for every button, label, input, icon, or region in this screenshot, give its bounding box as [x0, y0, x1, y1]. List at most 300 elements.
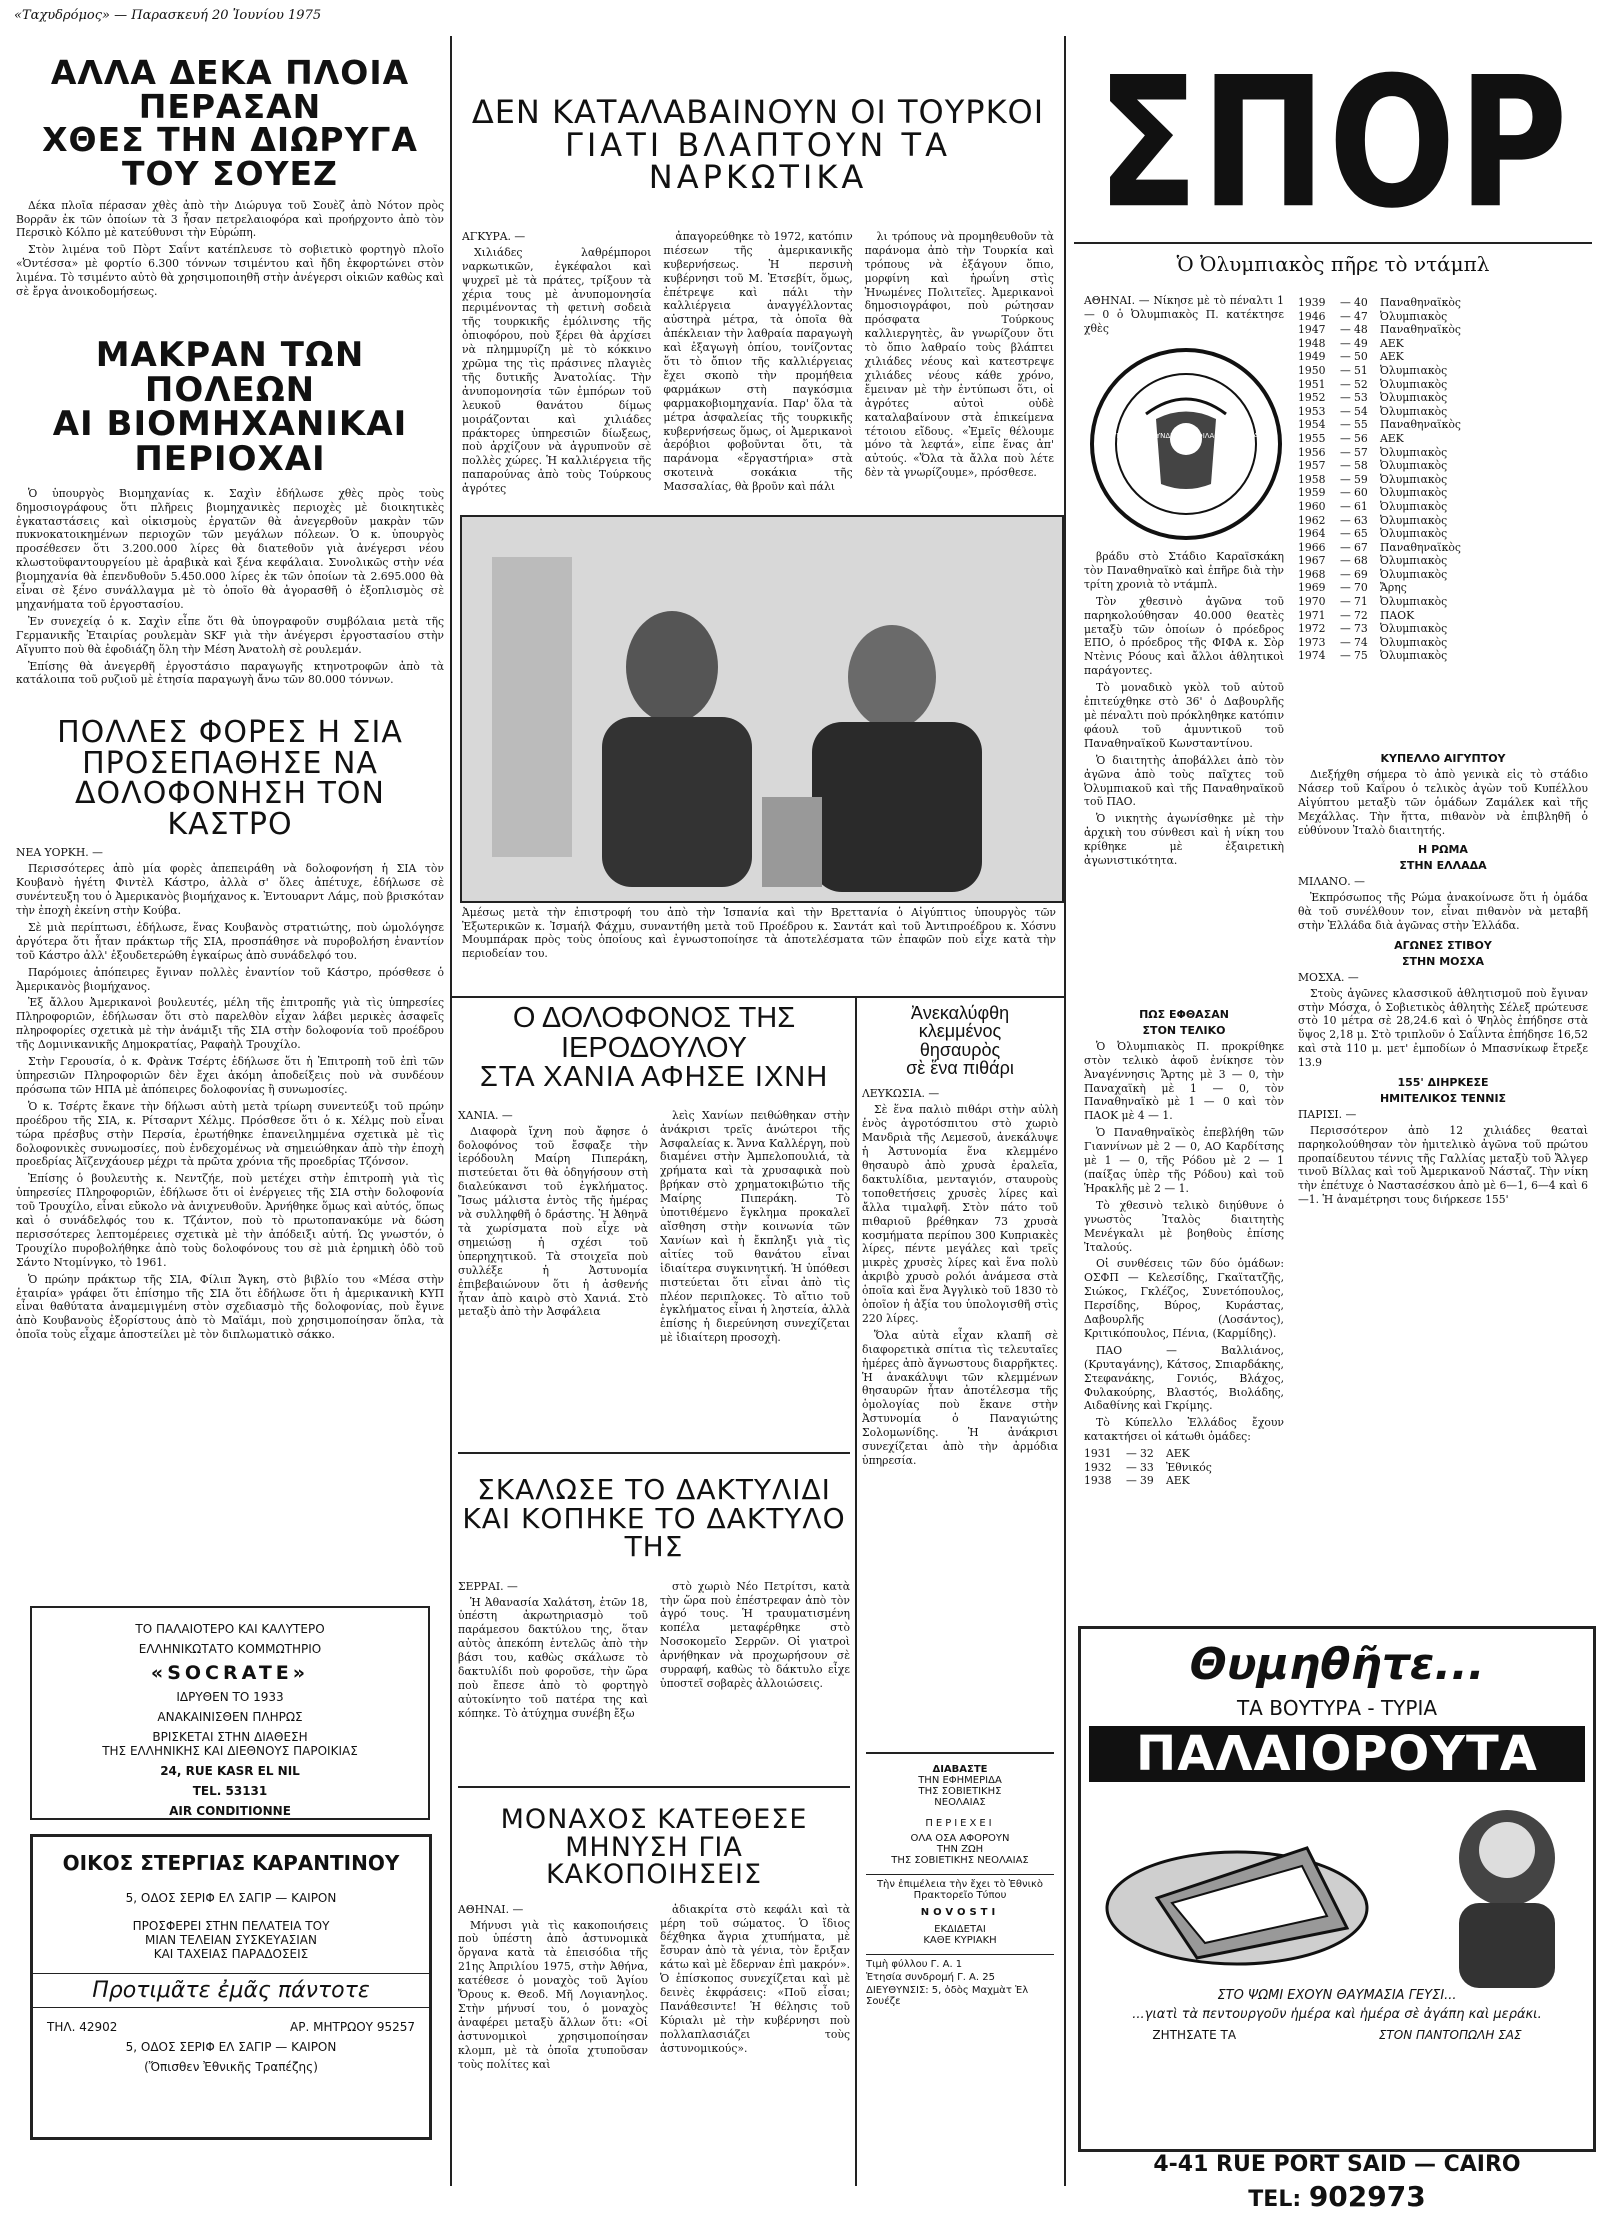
dash: — [1340, 404, 1351, 418]
history-row [1298, 554, 1498, 568]
turks-column-3: λι τρόπους νὰ προμηθευθοῦν τὰ παράνομα ἀπὸ τὴν Τουρκία καὶ τρόπους νὰ ἐξάγουν ὅπιο, μορφίνη καὶ ἡρωΐνη στὶς Ἡνωμένες Πολιτεῖες. Ἀμερικανοὶ δημοσιογράφοι, ποὺ ρώτησαν πρόσφατα Τούρκους καλλιεργητὲς, ἂν γνωρίζουν ὅτι τὸ ὄπιο λαθραίο τοὺς βλάπτει χιλιάδες νέους καὶ κατεστρεψε χιλιάδες νέους κάθε χρόνο, ἔμειναν μὲ τὴν ἐντύπωσι ὅτι, οἱ ἀγρότες αὐτοὶ οὐδὲ καταλαβαίνουν στὰ ἐπικείμενα τέτοιου εἴδους. «Ἐμεῖς θέλουμε μόνο τὰ λεφτά», εἶπε ἕνας ἀπ' αὐτούς. «Ὅλα τὰ ἄλλα ποὺ λέτε δὲν τὰ γνωρίζουμε», πρόσθεσε. [864, 229, 1054, 480]
champion-team: ΠΑΟΚ [1380, 608, 1415, 622]
sport-paragraph: Τὸν χθεσινὸ ἀγῶνα τοῦ παρηκολούθησαν 40.000 θεατὲς μεταξὺ τῶν ὁποίων ὁ πρόεδρος ΕΠΟ, ὁ πρόεδρος τῆς ΦΙΦΑ κ. Σὸρ Ντὲνις Ρόους καὶ ἄλλοι ἀθλητικοὶ παράγοντες. [1084, 594, 1284, 678]
history-row [1084, 1474, 1284, 1488]
karantinos-address: 5, ΟΔΟΣ ΣΕΡΙΦ ΕΛ ΣΑΓΙΡ — ΚΑΙΡΟΝ [125, 1891, 337, 1905]
sport-right-news [1298, 746, 1588, 1210]
tennis-title-1: 155' ΔΙΗΡΚΕΣΕ [1397, 1076, 1489, 1090]
year-end: 50 [1354, 350, 1368, 364]
champion-team: ΑΕΚ [1166, 1447, 1190, 1461]
sport-paragraph: βράδυ στὸ Στάδιο Καραϊσκάκη τὸν Παναθηναϊκὸ καὶ ἐπῆρε διὰ τὴν τρίτη χρονιὰ τὸ ντάμπλ. [1084, 550, 1284, 591]
treasure-dateline: ΛΕΥΚΩΣΙΑ. — [862, 1087, 940, 1101]
history-row [1084, 1461, 1284, 1475]
champion-team: Ἄρης [1380, 581, 1407, 595]
column-rule [450, 36, 452, 2186]
photo-silhouettes-icon [462, 517, 1062, 901]
treasure-headline-4: σὲ ἕνα πιθάρι [906, 1058, 1014, 1079]
paleoruta-tag: ΣΤΟ ΨΩΜΙ ΕΧΟΥΝ ΘΑΥΜΑΣΙΑ ΓΕΥΣΙ... [1217, 1988, 1457, 2003]
year-end: 65 [1354, 527, 1368, 541]
year-end: 58 [1354, 459, 1368, 473]
novosti-line: ΕΚΔΙΔΕΤΑΙ [934, 1924, 986, 1935]
history-row [1298, 581, 1498, 595]
socrate-line: ΕΛΛΗΝΙΚΩΤΑΤΟ ΚΟΜΜΩΤΗΡΙΟ [138, 1642, 322, 1656]
roma-text: Ἐκπρόσωπος τῆς Ρώμα ἀνακοίνωσε ὅτι ἡ ὁμάδα θὰ τοῦ συνέλθουν τον, εἶναι πιθανὸν νὰ μεταβῆ στὴν Ἑλλάδα διὰ ἀγῶνας στὴν Ἑλλάδα. [1298, 891, 1588, 932]
history-row [1298, 486, 1498, 500]
karantinos-reg: ΑΡ. ΜΗΤΡΩΟΥ 95257 [290, 2020, 415, 2034]
paleoruta-ask: ΖΗΤΗΣΑΤΕ ΤΑ [1152, 2028, 1237, 2042]
dash: — [1340, 527, 1351, 541]
novosti-line: ΤΗΣ ΣΟΒΙΕΤΙΚΗΣ [918, 1786, 1002, 1797]
year-start: 1954 [1298, 418, 1326, 432]
year-end: 71 [1354, 595, 1368, 609]
year-start: 1974 [1298, 649, 1326, 663]
history-row [1298, 378, 1498, 392]
novosti-address: ΔΙΕΥΘΥΝΣΙΣ: 5, ὁδὸς Μαχμὰτ Ἐλ Σουέζε [866, 1985, 1029, 2007]
history-row [1298, 323, 1498, 337]
crest-text: ΟΛΥΜΠΙΑΚΟΣ ΣΥΝΔΕΣΜΟΣ ΦΙΛΑΘΛΩΝ ΠΕΙΡΑΙΩΣ [1101, 432, 1271, 440]
year-end: 49 [1354, 336, 1368, 350]
champion-team: Ὀλυμπιακὸς [1380, 404, 1448, 418]
karantinos-note: (Ὄπισθεν Ἐθνικῆς Τραπέζης) [144, 2060, 318, 2074]
castro-headline-1: ΠΟΛΛΕΣ ΦΟΡΕΣ Η ΣΙΑ [57, 715, 403, 750]
dash: — [1340, 377, 1351, 391]
suez-headline-1: ΑΛΛΑ ΔΕΚΑ ΠΛΟΙΑ ΠΕΡΑΣΑΝ [50, 53, 410, 126]
champion-team: Ὀλυμπιακὸς [1380, 649, 1448, 663]
year-end: 48 [1354, 323, 1368, 337]
tennis-text: Περισσότερον ἀπὸ 12 χιλιάδες θεαταὶ παρηκολούθησαν τὸν ἡμιτελικὸ ἀγῶνα τοῦ πρώτου προπαίδευτου τέννις τῆς Γαλλίας μεταξὺ τοῦ Ἄλγερ τινοῦ Βίλλας καὶ τοῦ Ἀμερικανοῦ Νάσταζ. Τὴν νίκη τὴν ἐπέτυχε ὁ Ναστασέσκου ἀπὸ μὲ 6—1, 6—4 καὶ 6—1. Ἡ ἀναμέτρησι τους διήρκεσε 155' [1298, 1123, 1588, 1207]
section-rule [452, 996, 1064, 998]
year-end: 52 [1354, 377, 1368, 391]
monk-article [458, 1786, 850, 2074]
year-start: 1948 [1298, 336, 1326, 350]
paleoruta-slogan: Θυμηθῆτε... [1189, 1639, 1485, 1690]
monk-headline-1: ΜΟΝΑΧΟΣ ΚΑΤΕΘΕΣΕ [500, 1804, 808, 1835]
paleoruta-tag: ...γιατὶ τὰ πεντουργοῦν ἡμέρα καὶ ἡμέρα σὲ ἀγάπη καὶ μεράκι. [1132, 2007, 1542, 2022]
year-end: 70 [1354, 581, 1368, 595]
champion-team: Ὀλυμπιακὸς [1380, 391, 1448, 405]
dash: — [1340, 540, 1351, 554]
dash: — [1340, 472, 1351, 486]
socrate-address: 24, RUE KASR EL NIL [160, 1764, 300, 1778]
dash: — [1340, 309, 1351, 323]
olympiacos-crest [1086, 344, 1286, 544]
sport-headline: Ὁ Ὀλυμπιακὸς πῆρε τὸ ντάμπλ [1176, 252, 1490, 276]
arrived-paragraph: Ὁ Ὀλυμπιακὸς Π. προκρίθηκε στὸν τελικὸ ἀφοῦ ἐνίκησε τὸν Ἀναγέννησις Ἄρτης μὲ 3 — 0, τὴν Παναχαϊκὴ μὲ 1 — 0, τὸν Παναθηναϊκὸ μὲ 1 — 0 καὶ τὸν ΠΑΟΚ μὲ 4 — 1. [1084, 1039, 1284, 1123]
year-end: 51 [1354, 363, 1368, 377]
novosti-line: ΔΙΑΒΑΣΤΕ [932, 1764, 988, 1775]
socrate-ac: AIR CONDITIONNE [169, 1804, 291, 1818]
history-row [1298, 418, 1498, 432]
paleoruta-brand: ΠΑΛΑΙΟΡΟΥΤΑ [1089, 1726, 1585, 1782]
dash: — [1340, 323, 1351, 337]
industry-headline-2: ΑΙ ΒΙΟΜΗΧΑΝΙΚΑΙ ΠΕΡΙΟΧΑΙ [52, 404, 408, 480]
novosti-brand: NOVOSTI [920, 1907, 1000, 1918]
year-start: 1951 [1298, 377, 1326, 391]
ring-headline-2: ΚΑΙ ΚΟΠΗΚΕ ΤΟ ΔΑΚΤΥΛΟ ΤΗΣ [462, 1501, 846, 1564]
karantinos-slogan: Προτιμᾶτε ἐμᾶς πάντοτε [33, 1973, 429, 2008]
history-row [1298, 405, 1498, 419]
paleoruta-tel: 902973 [1308, 2180, 1426, 2213]
dash: — [1340, 622, 1351, 636]
novosti-line: ΤΗΝ ΖΩΗ [936, 1844, 984, 1855]
history-row [1298, 364, 1498, 378]
year-end: 33 [1140, 1460, 1154, 1474]
arrived-title-1: ΠΩΣ ΕΦΘΑΣΑΝ [1139, 1008, 1229, 1021]
year-end: 68 [1354, 554, 1368, 568]
year-start: 1938 [1084, 1474, 1112, 1488]
champion-team: Ὀλυμπιακὸς [1380, 567, 1448, 581]
murder-column-2: λεὶς Χανίων πειθώθηκαν στὴν ἀνάκρισι τρεῖς ἀνώτεροι τῆς Ἀσφαλείας κ. Ἄννα Καλλέργη, ποὺ διαμένει στὴν Ἀμπελοπουλιά, τὰ χρήματα καὶ τὰ χρυσαφικὰ ποὺ βρήκαν στὸ χρηματοκιβώτιο τῆς Μαίρης Πιπεράκη. Τὸ ὑποτιθέμενο ἔγκλημα προκαλεῖ αἴσθηση στὴν κοινωνία τῶν Χανίων καὶ ἡ ἔκπληξι γιὰ τὶς αἰτίες τοῦ θανάτου εἶναι ἰδιαίτερα συγκινητική. Ἡ ὑπόθεσι πιστεύεται ὅτι εἶναι ἀπὸ τὶς πλέον περιπλοκες. Τὸ αἴτιο τοῦ ἐγκλήματος εἶναι ἡ ληστεία, ἀλλὰ ἐπίσης ἡ διερεύνηση συνεχίζεται μὲ ἰδιαίτερη προσοχὴ. [660, 1108, 850, 1345]
castro-paragraph: Στὴν Γερουσία, ὁ κ. Φρὰνκ Τσέρτς ἐδήλωσε ὅτι ἡ Ἐπιτροπὴ τοῦ ἐπὶ τῶν ὑπηρεσιῶν Πληροφοριῶν δὲν ἔχει ἀκόμη ἀποδείξεις ποὺ νὰ συνδέουν πρόσωπα τῶν ΗΠΑ μὲ ἀπόπειρες δολοφονίας ἢ συνωμοσίες. [16, 1055, 444, 1096]
karantinos-line: ΜΙΑΝ ΤΕΛΕΙΑΝ ΣΥΣΚΕΥΑΣΙΑΝ [145, 1933, 317, 1947]
murder-dateline: ΧΑΝΙΑ. — [458, 1108, 513, 1122]
castro-paragraph: Παρόμοιες ἀπόπειρες ἔγιναν πολλὲς ἐναντίον τοῦ Κάστρο, πρόσθεσε ὁ Ἀμερικανὸς βιομήχανος. [16, 965, 444, 993]
year-start: 1953 [1298, 404, 1326, 418]
karantinos-address: 5, ΟΔΟΣ ΣΕΡΙΦ ΕΛ ΣΑΓΙΡ — ΚΑΙΡΟΝ [125, 2040, 337, 2054]
year-end: 39 [1140, 1474, 1154, 1488]
championship-history [1298, 296, 1498, 732]
champion-team: Παναθηναϊκὸς [1380, 418, 1461, 432]
history-row [1298, 459, 1498, 473]
suez-article [16, 53, 444, 302]
novosti-line: ΟΛΑ ΟΣΑ ΑΦΟΡΟΥΝ [910, 1833, 1010, 1844]
castro-headline-2: ΠΡΟΣΕΠΑΘΗΣΕ ΝΑ [82, 745, 378, 781]
year-start: 1952 [1298, 391, 1326, 405]
castro-article [16, 715, 444, 1345]
history-row [1298, 609, 1498, 623]
year-end: 72 [1354, 608, 1368, 622]
history-row [1084, 1447, 1284, 1461]
socrate-line: ΤΟ ΠΑΛΑΙΟΤΕΡΟ ΚΑΙ ΚΑΛΥΤΕΡΟ [135, 1622, 325, 1636]
year-start: 1957 [1298, 459, 1326, 473]
paleoruta-shop: ΣΤΟΝ ΠΑΝΤΟΠΩΛΗ ΣΑΣ [1378, 2028, 1522, 2042]
year-start: 1956 [1298, 445, 1326, 459]
history-row [1298, 446, 1498, 460]
paleoruta-tel-label: TEL: [1248, 2187, 1302, 2212]
novosti-line: ΠΕΡΙΕΧΕΙ [925, 1818, 995, 1829]
novosti-subscription: Ἐτησία συνδρομή Γ. Α. 25 [866, 1972, 995, 1983]
treasure-article [862, 1004, 1058, 1471]
year-end: 40 [1354, 296, 1368, 309]
moscow-text: Στοὺς ἀγῶνες κλασσικοῦ ἀθλητισμοῦ ποὺ ἔγιναν στὴν Μόσχα, ὁ Σοβιετικὸς ἀθλητὴς Σέλεξ πρώτευσε στὸ 10 μέτρα σὲ 28,24.6 καὶ ὁ Ψηλὸς ἐπήδησε στὰ ὕψος 2,18 μ. Στὸ τριπλοῦν ὁ Σαΐλντα ἐπήδησε 16,52 καὶ στὰ 110 μ. μετ' ἐμποδίων ὁ Μπασνίκωφ ἔτρεξε 13.9 [1298, 986, 1588, 1070]
lineups-paragraph: ΠΑΟ — Βαλλιάνος, (Κρυταγάνης), Κάτσος, Σπιαρδάκης, Στεφανάκης, Γονιός, Βλάχος, Φυλακούρης, Βλαστός, Βιολάδης, Αιδαθίνης καὶ Γκρίμης. [1084, 1343, 1284, 1413]
champion-team: Ὀλυμπιακὸς [1380, 472, 1448, 486]
champion-team: Ὀλυμπιακὸς [1380, 499, 1448, 513]
turks-article [462, 93, 1054, 499]
novosti-line: ΤΗΣ ΣΟΒΙΕΤΙΚΗΣ ΝΕΟΛΑΙΑΣ [891, 1855, 1029, 1866]
champion-team: Ὀλυμπιακὸς [1380, 635, 1448, 649]
murder-article [458, 1004, 850, 1348]
dash: — [1340, 296, 1351, 309]
champion-team: Ὀλυμπιακὸς [1380, 309, 1448, 323]
history-row [1298, 500, 1498, 514]
year-end: 53 [1354, 391, 1368, 405]
champion-team: Ἐθνικός [1166, 1460, 1212, 1474]
dash: — [1340, 635, 1351, 649]
year-start: 1964 [1298, 527, 1326, 541]
dash: — [1340, 363, 1351, 377]
year-end: 54 [1354, 404, 1368, 418]
year-start: 1947 [1298, 323, 1326, 337]
turks-headline-2: ΓΙΑΤΙ ΒΛΑΠΤΟΥΝ ΤΑ ΝΑΡΚΩΤΙΚΑ [565, 125, 951, 197]
roma-dateline: ΜΙΛΑΝΟ. — [1298, 875, 1365, 889]
socrate-service: ΒΡΙΣΚΕΤΑΙ ΣΤΗΝ ΔΙΑΘΕΣΗ [152, 1730, 308, 1744]
novosti-line: ΚΑΘΕ ΚΥΡΙΑΚΗ [923, 1935, 997, 1946]
murder-headline-1: Ο ΔΟΛΟΦΟΝΟΣ ΤΗΣ ΙΕΡΟΔΟΥΛΟΥ [512, 1002, 796, 1064]
column-rule [1064, 36, 1066, 2186]
socrate-tel: TEL. 53131 [192, 1784, 268, 1798]
suez-paragraph: Στὸν λιμένα τοῦ Πὸρτ Σαΐντ κατέπλευσε τὸ σοβιετικὸ φορτηγὸ πλοῖο «Ὀντέσσα» μὲ φορτίο 6.300 τόννων τσιμέντου καὶ ἤδη ἐκφορτώνει στὸν λιμένα. Τὸ τσιμέντο αὐτὸ θὰ χρησιμοποιηθῆ στὴν ἀνέγερσι οἰκιῶν καθὼς καὶ σὲ ἔργα ἀνοικοδομήσεως. [16, 243, 444, 299]
roma-title-1: Η ΡΩΜΑ [1418, 843, 1468, 857]
year-start: 1932 [1084, 1460, 1112, 1474]
dash: — [1340, 567, 1351, 581]
novosti-line: ΤΗΝ ΕΦΗΜΕΡΙΔΑ [918, 1775, 1002, 1786]
industry-paragraph: Ἐπίσης θὰ ἀνεγερθῆ ἐργοστάσιο παραγωγῆς κτηνοτροφῶν ἀπὸ τὰ κατάλοιπα τοῦ ρυζιοῦ μὲ ἐτησία παραγωγὴ ἄνω τῶν 80.000 τόννων. [16, 659, 444, 687]
champion-team: Παναθηναϊκὸς [1380, 296, 1461, 309]
sport-banner-title: ΣΠΟΡ [1096, 39, 1570, 249]
ring-column-2: στὸ χωριὸ Νέο Πετρίτσι, κατὰ τὴν ὥρα ποὺ ἐπέστρεφαν ἀπὸ τὸν ἀγρό τους. Ἡ τραυματισμένη κοπέλα μεταφέρθηκε στὸ Νοσοκομεῖο Σερρῶν. Οἱ γιατροὶ ἀρνήθηκαν νὰ προχωρήσουν σὲ συρραφή, καθὼς τὸ δάκτυλο εἶχε ὑποστεῖ σοβαρὲς ἀλλοιώσεις. [660, 1579, 850, 1690]
novosti-ad [866, 1752, 1054, 2138]
lineups-paragraph: Οἱ συνθέσεις τῶν δύο ὁμάδων: ΟΣΦΠ — Κελεσίδης, Γκαϊτατζῆς, Σιώκος, Γκλέζος, Συνετόπουλος, Περσίδης, Βύρος, Κυράστας, Δαβουρλῆς (Λοσάντος), Κριτικόπουλος, Πένια, (Καρμίδης). [1084, 1257, 1284, 1340]
tennis-dateline: ΠΑΡΙΣΙ. — [1298, 1107, 1357, 1121]
arrived-title-2: ΣΤΟΝ ΤΕΛΙΚΟ [1142, 1023, 1226, 1037]
ring-article [458, 1452, 850, 1724]
year-end: 74 [1354, 635, 1368, 649]
novosti-line: ΝΕΟΛΑΙΑΣ [934, 1797, 986, 1808]
masthead-line: «Ταχυδρόμος» — Παρασκευή 20 Ἰουνίου 1975 [14, 8, 322, 23]
ring-headline-1: ΣΚΑΛΩΣΕ ΤΟ ΔΑΚΤΥΛΙΔΙ [477, 1473, 831, 1506]
year-end: 73 [1354, 622, 1368, 636]
dash: — [1340, 336, 1351, 350]
year-end: 59 [1354, 472, 1368, 486]
sport-paragraph: Ὁ διαιτητὴς ἀποβάλλει ἀπὸ τὸν ἀγῶνα ἀπὸ τοὺς παῖχτες τοῦ Ὀλυμπιακοῦ καὶ τῆς Παναθηναϊκοῦ τοῦ ΠΑΟ. [1084, 753, 1284, 809]
cups-intro: Τὸ Κύπελλο Ἑλλάδος ἔχουν κατακτήσει οἱ κάτωθι ὁμάδες: [1084, 1416, 1284, 1444]
socrate-name: «SOCRATE» [150, 1662, 310, 1684]
karantinos-title: ΟΙΚΟΣ ΣΤΕΡΓΙΑΣ ΚΑΡΑΝΤΙΝΟΥ [62, 1851, 400, 1875]
year-end: 69 [1354, 567, 1368, 581]
year-start: 1971 [1298, 608, 1326, 622]
suez-headline-2: ΧΘΕΣ ΤΗΝ ΔΙΩΡΥΓΑ ΤΟΥ ΣΟΥΕΖ [42, 120, 418, 193]
karantinos-line: ΚΑΙ ΤΑΧΕΙΑΣ ΠΑΡΑΔΟΣΕΙΣ [153, 1947, 309, 1961]
year-end: 55 [1354, 418, 1368, 432]
column-rule [855, 998, 857, 2186]
champion-team: Ὀλυμπιακὸς [1380, 363, 1448, 377]
dash: — [1340, 418, 1351, 432]
dash: — [1340, 445, 1351, 459]
monk-headline-2: ΜΗΝΥΣΗ ΓΙΑ ΚΑΚΟΠΟΙΗΣΕΙΣ [545, 1831, 763, 1891]
dash: — [1340, 459, 1351, 473]
arrived-paragraph: Τὸ χθεσινὸ τελικὸ διηύθυνε ὁ γνωστὸς Ἰταλὸς διαιτητὴς Μενέγκαλι μὲ βοηθοὺς ἐπίσης Ἰταλούς. [1084, 1198, 1284, 1254]
socrate-ad [30, 1606, 430, 1820]
arrived-paragraph: Ὁ Παναθηναϊκὸς ἐπεβλήθη τῶν Γιαννίνων μὲ 2 — 0, ΑΟ Καρδίτσης μὲ 1 — 0, τῆς Ρόδου μὲ 2 — 1 (παίξας ὑπὲρ τῆς Ρόδου) καὶ τοῦ Ἡρακλῆς μὲ 2 — 1. [1084, 1126, 1284, 1195]
history-row [1298, 473, 1498, 487]
cup-egypt-text: Διεξήχθη σήμερα τὸ ἀπὸ γενικὰ εἰς τὸ στάδιο Νάσερ τοῦ Καΐρου ὁ τελικὸς ἀγὼν τοῦ Κυπέλλου Αἰγύπτου μεταξὺ τῶν ὁμάδων Ζαμάλεκ καὶ τῆς Μεχάλλας. Τὴν ἥττα, πιθανὸν νὰ ἐπιβληθῆ ὁ εὐθύνουν Ἰταλὸ διαιτητής. [1298, 767, 1588, 837]
history-row [1298, 432, 1498, 446]
castro-headline-3: ΔΟΛΟΦΟΝΗΣΗ ΤΟΝ ΚΑΣΤΡΟ [75, 776, 385, 842]
dash: — [1126, 1447, 1137, 1461]
treasure-headline-3: θησαυρὸς [919, 1039, 1001, 1060]
dash: — [1340, 391, 1351, 405]
photo-caption: Ἀμέσως μετὰ τὴν ἐπιστροφή του ἀπὸ τὴν Ἱσπανία καὶ τὴν Βρεττανία ὁ Αἰγύπτιος ὑπουργὸς τῶν Ἐξωτερικῶν κ. Ἰσμαήλ Φάχμυ, συναντήθη μετὰ τοῦ Προέδρου κ. Σαντάτ καὶ τοῦ Ἀντιπροέδρου κ. Χόσνυ Μουμπάρακ πρὸς τοὺς ὁποίους καὶ ἐγνωστοποίησε τὰ ἀποτελέσματα τῶν ἐπαφῶν ποὺ εἶχε κατὰ τὴν περιοδείαν του. [462, 906, 1056, 960]
treasure-paragraph: Σὲ ἕνα παλιὸ πιθάρι στὴν αὐλὴ ἑνὸς ἀγροτόσπιτου στὸ χωριὸ Μανδριὰ τῆς Λεμεσοῦ, ἀνεκάλυψε ἡ Ἀστυνομία ἕνα κλεμμένο θησαυρὸ ἀπὸ χρυσὰ ἐραλεῖα, δακτυλίδια, μενταγιόν, σταυροὺς τοποθετήσεις χρυσὲς λίρες καὶ ἄλλα τιμαλφῆ. Στὸν πάτο τοῦ πιθαριοῦ βρέθηκαν 73 χρυσὰ κοσμήματα περίπου 300 Κυπριακὲς λίρες, πέντε μεγάλες καὶ τρεῖς μικρὲς χρυσὲς λίρες καὶ ἕνα πολὺ ἀκριβὸ χρυσὸ ρολόι ἀνάμεσα στὰ ὁποῖα καὶ ἕνα Ἀγγλικὸ τοῦ 1830 τὸ ὁποῖον ἡ ἀξία του ὑπολογισθῆ στὶς 220 λίρες. [862, 1103, 1058, 1325]
year-start: 1958 [1298, 472, 1326, 486]
year-start: 1972 [1298, 622, 1326, 636]
dash: — [1340, 431, 1351, 445]
champion-team: Ὀλυμπιακὸς [1380, 486, 1448, 500]
dash: — [1126, 1474, 1137, 1488]
history-row [1298, 350, 1498, 364]
sport-main-article [1084, 550, 1284, 871]
dash: — [1340, 499, 1351, 513]
suez-paragraph: Δέκα πλοῖα πέρασαν χθὲς ἀπὸ τὴν Διώρυγα τοῦ Σουὲζ ἀπὸ Νότον πρὸς Βορρᾶν ἐκ τῶν ὁποίων τὰ 3 ἦσαν πετρελαιοφόρα καὶ προήρχοντο ἀπὸ τὸν Περσικὸ Κόλπο μὲ κατεύθυνσι τὴν Εὐρώπη. [16, 198, 444, 240]
history-row [1298, 568, 1498, 582]
year-start: 1962 [1298, 513, 1326, 527]
karantinos-ad [30, 1834, 432, 2140]
year-start: 1969 [1298, 581, 1326, 595]
turks-dateline: ΑΓΚΥΡΑ. — [462, 229, 526, 243]
novosti-price: Τιμὴ φύλλου Γ. Α. 1 [866, 1954, 1054, 1970]
history-row [1298, 649, 1498, 663]
sport-paragraph: Ὁ νικητὴς ἀγωνίσθηκε μὲ τὴν ἀρχικὴ του σύνθεσι καὶ ἡ νίκη του κρίθηκε μὲ ἐξαιρετικὴ ἀγωνιστικότητα. [1084, 812, 1284, 868]
champion-team: Ὀλυμπιακὸς [1380, 554, 1448, 568]
dash: — [1340, 581, 1351, 595]
year-end: 47 [1354, 309, 1368, 323]
industry-paragraph: Ὁ ὑπουργὸς Βιομηχανίας κ. Σαχὶν ἐδήλωσε χθὲς πρὸς τοὺς δημοσιογράφους ὅτι πλῆρεις βιομηχανικὲς περιοχὲς μὲ διοικητικὲς ἐγκαταστάσεις καὶ οἰκισμοὺς ἐργατῶν θὰ ἀνεγερθοῦν μακρὰν τῶν πυκνοκατοικημένων περιοχῶν τῶν μεγάλων πόλεων. Ὁ κ. ὑπουργὸς προσέθεσεν ὅτι 3.200.000 λίρες θὰ διατεθοῦν γιὰ ἀνέγερσι νέου κλωστοϋφαντουργείου μὲ ἀραβικὰ καὶ ξένα κεφάλαια. Συνολικῶς στὴν νέα βιομηχανία θὰ ἐπενδυθοῦν 5.450.000 λίρες ἐκ τῶν ὁποίων τὰ 2.695.000 θὰ εἶναι σὲ ξένο συνάλλαγμα μὲ τὸ ὁποῖο θὰ ἀγορασθῆ ὁ ἐξοπλισμὸς σὲ μηχανήματα τοῦ ἐργοστασίου. [16, 486, 444, 611]
dash: — [1126, 1460, 1137, 1474]
section-rule [458, 1452, 850, 1454]
monk-dateline: ΑΘΗΝΑΙ. — [458, 1902, 524, 1916]
champion-team: Ὀλυμπιακὸς [1380, 622, 1448, 636]
castro-dateline: ΝΕΑ ΥΟΡΚΗ. — [16, 846, 103, 860]
novosti-line: Τὴν ἐπιμέλεια τὴν ἔχει τὸ Ἐθνικὸ Πρακτορεῖο Τύπου [866, 1874, 1054, 1901]
treasure-headline-2: κλεμμένος [918, 1021, 1002, 1042]
year-end: 56 [1354, 431, 1368, 445]
socrate-founded: ΙΔΡΥΘΕΝ ΤΟ 1933 [176, 1690, 284, 1704]
history-row [1298, 541, 1498, 555]
murder-column-1: Διαφορὰ ἴχνη ποὺ ἄφησε ὁ δολοφόνος τοῦ ἔσφαξε τὴν ἱερόδουλη Μαίρη Πιπεράκη, πιστεύεται ὅτι θὰ ὁδηγήσουν στὴ διαλεύκανσι τοῦ ἐγκλήματος. Ἴσως μάλιστα ἐντὸς τῆς ἡμέρας νὰ συλληφθῆ ὁ δράστης. Ἡ Ἀθηνᾶ τὰ χωρίσματα ποὺ εἶχε νὰ σημειώσῃ ἡ σχέσι τοῦ ὑπερηχητικοῦ. Τὰ στοιχεῖα ποὺ συλλέξε ἡ Ἀστυνομία ἐπιβεβαιώνουν ὅτι ἡ ἀσθενής ἦταν ἀπὸ καιρὸ στὸ Χανιά. Στὸ μεταξὺ ἀπὸ τὴν Ἀσφάλεια [458, 1124, 648, 1319]
year-start: 1949 [1298, 350, 1326, 364]
year-end: 63 [1354, 513, 1368, 527]
history-row [1298, 391, 1498, 405]
year-end: 57 [1354, 445, 1368, 459]
champion-team: Ὀλυμπιακὸς [1380, 445, 1448, 459]
section-rule [458, 1786, 850, 1788]
year-start: 1970 [1298, 595, 1326, 609]
history-row [1298, 636, 1498, 650]
history-row [1298, 514, 1498, 528]
year-start: 1967 [1298, 554, 1326, 568]
sport-paragraph: Τὸ μοναδικὸ γκὸλ τοῦ αὐτοῦ ἐπιτεύχθηκε στὸ 36' ὁ Δαβουρλῆς μὲ πέναλτι ποὺ πρόκληθηκε κατόπιν φάουλ τοῦ ἀμυντικοῦ τοῦ Παναθηναϊκοῦ Κωνσταντίνου. [1084, 681, 1285, 750]
history-row [1298, 337, 1498, 351]
moscow-title-1: ΑΓΩΝΕΣ ΣΤΙΒΟΥ [1394, 938, 1492, 952]
paleoruta-ad [1078, 1626, 1596, 2152]
history-row [1298, 310, 1498, 324]
year-start: 1960 [1298, 499, 1326, 513]
champion-team: Ὀλυμπιακὸς [1380, 513, 1448, 527]
turks-column-2: ἀπαγορεύθηκε τὸ 1972, κατόπιν πιέσεων τῆς ἀμερικανικῆς κυβερνήσεως. Ἡ περσινὴ κυβέρνησι τοῦ Μ. Ἐτσεβίτ, ὅμως, ἐπέτρεψε καὶ πάλι τὴν καλλιέργεια ἀναγγέλλοντας αὐστηρὰ μέτρα, τὰ ὁποῖα θὰ ἀπέκλειαν τὴν λαθραία παραγωγὴ καὶ ἐξαγωγὴ ὀπίου, τονίζοντας ὅτι τὸ ὄπιον τῆς καλλιέργειας ἔχει σκοπὸ τὴν προμήθεια φαρμάκων στὴ παγκόσμια φαρμακοβιομηχανία. Παρ' ὅλα τὰ μέτρα ἀσφαλείας τῆς τουρκικῆς κυβερνήσεως ὅμως, οἱ Ἀμερικανοὶ ἀερόβιοι φοβοῦνται ὅτι, τὰ παράνομα «ἔργαστήρια» στὰ σκοτεινὰ σοκάκια τῆς Μασσαλίας, θὰ βροῦν καὶ πάλι [663, 229, 853, 494]
socrate-service: ΤΗΣ ΕΛΛΗΝΙΚΗΣ ΚΑΙ ΔΙΕΘΝΟΥΣ ΠΑΡΟΙΚΙΑΣ [102, 1744, 358, 1758]
castro-paragraph: Ἐξ ἄλλου Ἀμερικανοὶ βουλευτές, μέλη τῆς ἐπιτροπῆς γιὰ τὶς ὑπηρεσίες Πληροφοριῶν, ἐδήλωσαν ὅτι στὸ παρελθὸν εἶχαν λάβει μερικὲς ἀσαφεῖς πληροφορίες σχετικὰ μὲ τὴν ἀνάμιξι τῆς ΣΙΑ στὴν δολοφονία τοῦ προέδρου τῆς Δομινικανικῆς Δημοκρατίας, Ραφαὴλ Τρουχίλο. [16, 996, 444, 1052]
year-start: 1959 [1298, 486, 1326, 500]
castro-paragraph: Ὁ κ. Τσέρτς ἔκανε τὴν δήλωσι αὐτὴ μετὰ τρίωρη συνεντεύξι τοῦ πρώην προέδρου τῆς ΣΙΑ, κ. Ρίτσαρντ Χέλμς. Πρόσθεσε ὅτι ὁ κ. Χέλμς ποὺ εἶναι τώρα πρέσβυς στὴν Περσία, ἐρωτήθηκε ἐπανειλημμένα σχετικὰ μὲ τὶς δολοφονικὲς συνωμοσίες, ποὺ ἐνδεχομένως νὰ σημειώθηκαν ἀπὸ τὴν ἐποχὴ προεδρίας Ἀϊζενχάουερ μέχρι τὰ πρῶτα χρόνια τῆς προεδρίας Τζόνσον. [16, 1099, 444, 1169]
year-start: 1946 [1298, 309, 1326, 323]
history-row [1298, 595, 1498, 609]
cup-egypt-title: ΚΥΠΕΛΛΟ ΑΙΓΥΠΤΟΥ [1380, 752, 1506, 765]
year-end: 67 [1354, 540, 1368, 554]
champion-team: ΑΕΚ [1166, 1474, 1190, 1488]
paleoruta-phone [1078, 2180, 1596, 2213]
dash: — [1340, 649, 1351, 663]
cups-list [1084, 1447, 1284, 1488]
history-row [1298, 527, 1498, 541]
castro-paragraph: Περισσότερες ἀπὸ μία φορὲς ἀπεπειράθη νὰ δολοφονήση ἡ ΣΙΑ τὸν Κουβανὸ ἡγέτη Φιντὲλ Κάστρο, ἀλλὰ σ' ὅλες ἀπέτυχε, ἐδήλωσε σὲ συνέντευξη του ὁ Ἀμερικανὸς βιομήχανος κ. Ἐντουαρντ Λάμς, ποὺ βρισκόταν τὴν ἐποχὴ ἐκείνη στὴν Κούβα. [16, 862, 444, 917]
murder-headline-2: ΣΤΑ ΧΑΝΙΑ ΑΦΗΣΕ ΙΧΝΗ [479, 1061, 829, 1094]
dash: — [1340, 608, 1351, 622]
dash: — [1340, 595, 1351, 609]
year-start: 1939 [1298, 296, 1326, 309]
year-start: 1966 [1298, 540, 1326, 554]
champion-team: Ὀλυμπιακὸς [1380, 459, 1448, 473]
year-end: 61 [1354, 499, 1368, 513]
history-row [1298, 296, 1498, 310]
moscow-dateline: ΜΟΣΧΑ. — [1298, 970, 1359, 984]
turks-column-1: Χιλιάδες λαθρέμποροι ναρκωτικῶν, ἐγκέφαλοι καὶ ψυχρεῖ μὲ τὰ πράτες, τρίξουν τὰ χέρια τους μὲ ἀνυπομονησία περιμένοντας τὴ φετινὴ σοδειὰ τῆς τουρκικῆς ἐμόλινσης τῆς ὀπιοφόρου, ποὺ ξέρει θὰ ἀρχίσει νὰ πλημμυρίζη μὲ τὸ κόκκινο χρῶμα της τὶς πράσινες πλαγιὲς τῆς δυτικῆς Ἀνατολίας. Τὴν ἀνυπομονησία τῶν ἐμπόρων τοῦ λευκοῦ θανάτου δίμως μοιράζονται καὶ χιλιάδες πράκτορες ὑπηρεσιῶν δίωξεως, ποὺ ἀρχίζουν νὰ ἀγρυπνοῦν σὲ πολλὲς χώρες. Ἡ καλλιέργεια τῆς παπαρούνας ἀπὸ τοὺς Τούρκους ἀγρότες [462, 245, 652, 496]
champion-team: ΑΕΚ [1380, 431, 1404, 445]
paleoruta-address: 4-41 RUE PORT SAID — CAIRO [1078, 2150, 1596, 2177]
year-end: 32 [1140, 1447, 1154, 1461]
year-start: 1950 [1298, 363, 1326, 377]
year-start: 1955 [1298, 431, 1326, 445]
dash: — [1340, 350, 1351, 364]
treasure-paragraph: Ὅλα αὐτὰ εἶχαν κλαπῆ σὲ διαφορετικὰ σπίτια τὶς τελευταῖες ἡμέρες ἀπὸ ἄγνωστους διαρρῆκτες. Ἡ ἀνακάλυψι τῶν κλεμμένων θησαυρῶν ἦταν ἀποτέλεσμα τῆς ὁμολογίας ποὺ ἔκανε στὴν Ἀστυνομία ὁ Παναγιώτης Σολομωνίδης. Ἡ ἀνάκρισι συνεχίζεται ἀπὸ τὴν ἀρμόδια ὑπηρεσία. [862, 1328, 1058, 1467]
turks-headline-1: ΔΕΝ ΚΑΤΑΛΑΒΑΙΝΟΥΝ ΟΙ ΤΟΥΡΚΟΙ [471, 93, 1045, 131]
roma-title-2: ΣΤΗΝ ΕΛΛΑΔΑ [1399, 859, 1487, 873]
final-route-article [1084, 1002, 1284, 1488]
treasure-headline-1: Ἀνεκαλύφθη [910, 1003, 1010, 1023]
castro-paragraph: Σὲ μιὰ περίπτωσι, ἐδήλωσε, ἕνας Κουβανὸς στρατιώτης, ποὺ ὡμολόγησε ἀργότερα ὅτι ἦταν πράκτωρ τῆς ΣΙΑ, προσπάθησε νὰ πυροβολήση ἐναντίον τοῦ Κάστρο ἀλλ' ἐξουδετερώθη ἐγκαίρως ἀπὸ συνάδελφό του. [16, 920, 444, 962]
year-start: 1968 [1298, 567, 1326, 581]
year-end: 75 [1354, 649, 1368, 663]
dash: — [1340, 554, 1351, 568]
karantinos-tel: ΤΗΛ. 42902 [47, 2020, 118, 2034]
industry-paragraph: Ἐν συνεχείᾳ ὁ κ. Σαχὶν εἶπε ὅτι θὰ ὑπογραφοῦν συμβόλαια μετὰ τῆς Γερμανικῆς Ἑταιρίας ρουλεμὰν SKF γιὰ τὴν ἀνέγερσι ἐργοστασίου στὴν Αἴγυπτο ποὺ θὰ ἐφοδιάζη ὅλη τὴν Μέση Ἀνατολὴ σὲ ρουλεμάν. [16, 614, 444, 656]
year-start: 1931 [1084, 1447, 1112, 1461]
dash: — [1340, 513, 1351, 527]
year-start: 1973 [1298, 635, 1326, 649]
paleoruta-sub: ΤΑ ΒΟΥΤΥΡΑ - ΤΥΡΙΑ [1236, 1696, 1438, 1720]
ring-column-1: Ἡ Ἀθανασία Χαλάτση, ἐτῶν 18, ὑπέστη ἀκρωτηριασμὸ τοῦ παράμεσου δακτύλου της, ὅταν αὐτὸς ἀπεκόπη ἐντελῶς ἀπὸ τὴν βάσι του, καθὼς σκάλωσε τὸ δακτυλίδι ποὺ φοροῦσε, τὴν ὥρα ποὺ ἔπεσε ἀπὸ τὸ φορτηγὸ αὐτοκίνητο τοῦ πατέρα της καὶ κόπηκε. Τὸ ἀτύχημα συνέβη ἔξω [458, 1595, 648, 1720]
castro-paragraph: Ὁ πρώην πράκτωρ τῆς ΣΙΑ, Φίλιπ Ἄγκη, στὸ βιβλίο του «Μέσα στὴν ἑταιρία» γράφει ὅτι ἐπίσημο τῆς ΣΙΑ ὅτι ἐδήλωσε ὅτι ἡ ἀμερικανικὴ ΚΥΠ εἶναι θαθύτατα ἀναμεμιγμένη στὸν σχεδιασμὸ τῆς δολοφονίας, ποὺ ἔγινε ἀπὸ Κουβανοὺς ἐξορίστους ἀπὸ τὸ Μαϊάμι, ποὺ χρησιμοποίησαν ὅπλα, τὰ ὁποῖα τοὺς εἶχαμε ἀποστείλει μὲ τὸν διπλωματικὸ σάκκο. [16, 1272, 444, 1342]
ring-dateline: ΣΕΡΡΑΙ. — [458, 1579, 518, 1593]
champion-team: ΑΕΚ [1380, 336, 1404, 350]
champion-team: Ὀλυμπιακὸς [1380, 377, 1448, 391]
dash: — [1340, 486, 1351, 500]
socrate-renovated: ΑΝΑΚΑΙΝΙΣΘΕΝ ΠΛΗΡΩΣ [157, 1710, 303, 1724]
sport-banner [1074, 39, 1592, 249]
champion-team: Ὀλυμπιακὸς [1380, 527, 1448, 541]
photo-ministers-meeting [460, 515, 1064, 903]
history-row [1298, 622, 1498, 636]
monk-column-2: ἀδιακρίτα στὸ κεφάλι καὶ τὰ μέρη τοῦ σώματος. Ὁ ἴδιος δέχθηκα ἄγρια χτυπήματα, μὲ ἔσυραν ἀπὸ τὰ γένια, τὸν ἔριξαν κάτω καὶ μὲ ἔδερναν ἐπὶ μακρόν». Ὁ ἐπίσκοπος συνεχίζεται καὶ μὲ δεινὲς ἐκφράσεις: «Ποῦ εἶσαι; Πανάθεσιντε! Ἡ θέλησις τοῦ Κύριαλι μὲ τὴν κυβέρνησι ποὺ πολλαπλασιάζει τοὺς ἀστυνομικούς». [660, 1902, 850, 2055]
champion-team: Παναθηναϊκὸς [1380, 540, 1461, 554]
year-end: 60 [1354, 486, 1368, 500]
butter-bread-icon [1087, 1788, 1587, 1988]
sport-intro: ΑΘΗΝΑΙ. — Νίκησε μὲ τὸ πέναλτι 1 — 0 ὁ Ὀλυμπιακὸς Π. κατέκτησε χθὲς [1084, 294, 1284, 335]
moscow-title-2: ΣΤΗΝ ΜΟΣΧΑ [1401, 954, 1485, 968]
tennis-title-2: ΗΜΙΤΕΛΙΚΟΣ ΤΕΝΝΙΣ [1379, 1091, 1507, 1105]
champion-team: Παναθηναϊκὸς [1380, 323, 1461, 337]
monk-column-1: Μήνυσι γιὰ τὶς κακοποιήσεις ποὺ ὑπέστη ἀπὸ ἀστυνομικὰ ὄργανα κατὰ τὰ ἐπεισόδια τῆς 21ης Ἀπριλίου 1975, στὴν Ἀθήνα, κατέθεσε ὁ μοναχὸς τοῦ Ἁγίου Ὄρους κ. Θεοδ. Μῆ Λογιανηλος. Στὴν μήνυσί του, ὁ μοναχὸς ἀναφέρει μεταξὺ ἄλλων ὅτι: «Οἱ ἀστυνομικοὶ χρησιμοποίησαν κλομπ, μὲ τὰ ὁποῖα χτυποῦσαν τοὺς πολίτες καὶ [458, 1918, 648, 2071]
